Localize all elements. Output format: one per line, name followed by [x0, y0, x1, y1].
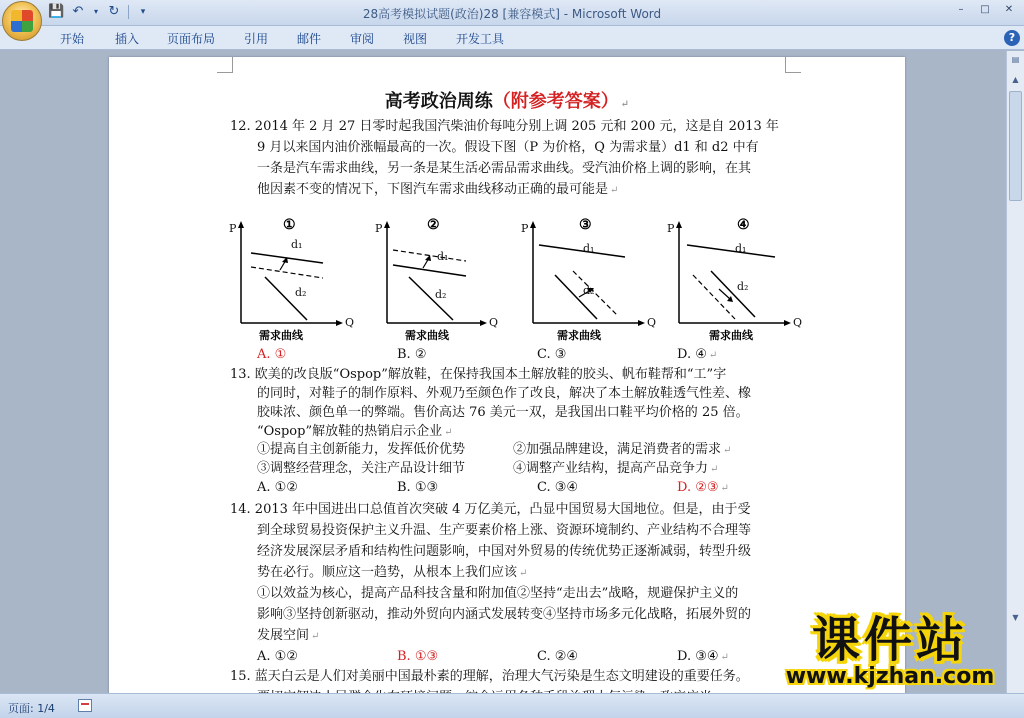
label-d1: d₁ — [735, 242, 747, 255]
undo-icon[interactable]: ↶ — [72, 4, 84, 19]
q12-option-c: C. ③ — [537, 347, 567, 362]
graph-caption: 需求曲线 — [557, 329, 601, 342]
label-d1: d₁ — [291, 238, 303, 251]
ribbon-tabs — [0, 26, 1024, 50]
q13-line: 胶味浓、颜色单一的弊端。售价高达 76 美元一双，是我国出口鞋平均价格的 25 倍。 — [257, 405, 749, 420]
axis-p: P — [521, 222, 529, 235]
q14-line: 发展空间 ↵ — [257, 628, 320, 643]
label-d2: d₂ — [583, 284, 595, 297]
help-icon[interactable]: ? — [1004, 30, 1020, 46]
graph-number: ② — [427, 217, 440, 233]
title-answer: （附参考答案） — [492, 91, 619, 112]
ruler-toggle-icon[interactable]: ▤ — [1011, 55, 1020, 64]
label-d1: d₁ — [583, 242, 595, 255]
redo-icon[interactable]: ↻ — [108, 4, 120, 19]
undo-dropdown-icon[interactable]: ▾ — [93, 7, 98, 16]
axis-q: Q — [489, 316, 499, 329]
graph-3 — [517, 215, 657, 347]
document-title — [109, 87, 905, 113]
tab-view[interactable]: 视图 — [403, 32, 428, 46]
axis-q: Q — [647, 316, 657, 329]
graph-2 — [371, 215, 511, 347]
q13-item: ①提高自主创新能力，发挥低价优势 — [257, 442, 466, 457]
q13-option-c: C. ③④ — [537, 480, 579, 495]
margin-corner-mark — [217, 57, 233, 73]
title-bar — [0, 0, 1024, 26]
tab-review[interactable]: 审阅 — [350, 32, 375, 46]
graph-caption: 需求曲线 — [709, 329, 753, 342]
q13-item: ④调整产业结构，提高产品竞争力 ↵ — [513, 461, 719, 476]
title-main: 高考政治周练 — [384, 91, 493, 112]
graph-caption: 需求曲线 — [259, 329, 303, 342]
graph-1 — [225, 215, 365, 347]
q12-option-d: D. ④ ↵ — [677, 347, 718, 362]
graph-number: ③ — [579, 217, 592, 233]
minimize-icon[interactable]: – — [958, 4, 964, 15]
office-button[interactable] — [2, 1, 42, 41]
q13-item: ③调整经营理念，关注产品设计细节 — [257, 461, 466, 476]
maximize-icon[interactable]: □ — [980, 4, 990, 15]
paragraph-mark-icon: ↵ — [620, 99, 630, 110]
q14-line: 到全球贸易投资保护主义升温、生产要素价格上涨、资源环境制约、产业结构不合理等 — [257, 523, 752, 538]
axis-q: Q — [345, 316, 355, 329]
graph-caption: 需求曲线 — [405, 329, 449, 342]
status-bar — [0, 693, 1024, 718]
q13-line: “Ospop”解放鞋的热销启示企业 ↵ — [257, 424, 453, 439]
q13-option-d: D. ②③ ↵ — [677, 480, 729, 495]
q13-line: 的同时，对鞋子的制作原料、外观乃至颜色作了改良，解决了本土解放鞋透气性差、橡 — [257, 386, 752, 401]
q14-option-a: A. ①② — [257, 649, 298, 664]
vertical-scrollbar[interactable] — [1006, 51, 1024, 693]
q12-line: 12. 2014 年 2 月 27 日零时起我国汽柴油价每吨分别上调 205 元和 200 元，这是自 2013 年 — [230, 119, 779, 134]
q14-line: ①以效益为核心，提高产品科技含量和附加值②坚持“走出去”战略，规避保护主义的 — [257, 586, 739, 601]
q14-line: 影响③坚持创新驱动，推动外贸向内涵式发展转变④坚持市场多元化战略，拓展外贸的 — [257, 607, 752, 622]
q13-item: ②加强品牌建设，满足消费者的需求 ↵ — [513, 442, 732, 457]
q13-line: 13. 欧美的改良版“Ospop”解放鞋，在保持我国本土解放鞋的胶头、帆布鞋帮和“工”字 — [230, 367, 727, 382]
axis-p: P — [229, 222, 237, 235]
axis-q: Q — [793, 316, 803, 329]
customize-icon[interactable]: ▾ — [140, 7, 146, 17]
q13-option-b: B. ①③ — [397, 480, 439, 495]
watermark-url: www.kjzhan.com — [785, 664, 995, 689]
scroll-up-icon[interactable]: ▲ — [1012, 75, 1019, 84]
close-icon[interactable]: ✕ — [1004, 4, 1014, 15]
q14-line: 势在必行。顺应这一趋势，从根本上我们应该 ↵ — [257, 565, 528, 580]
q14-option-d: D. ③④ ↵ — [677, 649, 729, 664]
proofing-icon[interactable] — [78, 699, 92, 712]
margin-corner-mark — [785, 57, 801, 73]
save-icon[interactable]: 💾 — [48, 4, 65, 19]
axis-p: P — [375, 222, 383, 235]
q12-line: 一条是汽车需求曲线，另一条是某生活必需品需求曲线。受汽油价格上调的影响，在其 — [257, 161, 752, 176]
watermark-logo: 课件站 — [811, 612, 968, 668]
axis-p: P — [667, 222, 675, 235]
q12-line: 9 月以来国内油价涨幅最高的一次。假设下图（P 为价格，Q 为需求量）d1 和 d2 中有 — [257, 140, 759, 155]
label-d1: d₁ — [437, 250, 449, 263]
window-title: 28高考模拟试题(政治)28 [兼容模式] - Microsoft Word — [362, 7, 662, 21]
document-area — [0, 51, 1006, 693]
label-d2: d₂ — [435, 288, 447, 301]
q13-option-a: A. ①② — [257, 480, 298, 495]
graph-4 — [663, 215, 803, 347]
q12-option-a: A. ① — [257, 347, 287, 362]
watermark — [774, 614, 1006, 689]
q14-line: 14. 2013 年中国进出口总值首次突破 4 万亿美元，凸显中国贸易大国地位。但是，由于受 — [230, 502, 751, 517]
tab-references[interactable]: 引用 — [244, 32, 269, 46]
tab-home[interactable]: 开始 — [60, 32, 85, 46]
office-logo-icon — [11, 10, 33, 32]
q12-option-b: B. ② — [397, 347, 427, 362]
q14-option-b: B. ①③ — [397, 649, 439, 664]
demand-curve-graphs — [225, 215, 845, 347]
tab-mailings[interactable]: 邮件 — [297, 32, 322, 46]
q14-line: 经济发展深层矛盾和结构性问题影响，中国对外贸易的传统优势正逐渐减弱，转型升级 — [257, 544, 752, 559]
graph-number: ① — [283, 217, 296, 233]
q14-option-c: C. ②④ — [537, 649, 579, 664]
graph-number: ④ — [737, 217, 750, 233]
window-controls — [950, 2, 1020, 18]
scroll-down-icon[interactable]: ▼ — [1012, 613, 1019, 622]
label-d2: d₂ — [295, 286, 307, 299]
scroll-thumb[interactable] — [1009, 91, 1022, 201]
tab-insert[interactable]: 插入 — [115, 32, 140, 46]
q12-line: 他因素不变的情况下，下图汽车需求曲线移动正确的最可能是 ↵ — [257, 182, 619, 197]
page-indicator[interactable]: 页面: 1/4 — [8, 702, 55, 715]
q15-line: 15. 蓝天白云是人们对美丽中国最朴素的理解，治理大气污染是生态文明建设的重要任务。 — [230, 669, 749, 684]
label-d2: d₂ — [737, 280, 749, 293]
tab-page-layout[interactable]: 页面布局 — [167, 32, 216, 46]
tab-developer[interactable]: 开发工具 — [456, 32, 505, 46]
